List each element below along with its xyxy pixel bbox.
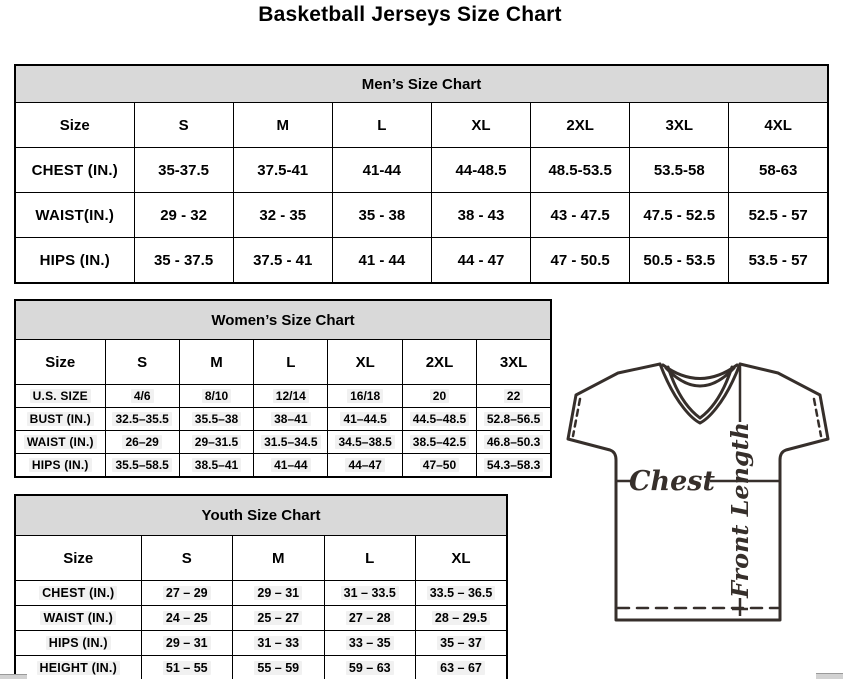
table-row [15,631,507,656]
value-cell: 38 - 43 [431,193,530,238]
mens-header-row [15,103,828,148]
chest-measure [616,466,780,497]
value-cell [328,454,402,478]
value-cell [416,606,508,631]
value-cell [477,431,551,454]
cell-text: 38–41 [271,412,310,426]
cell-text: 32.5–35.5 [112,412,171,426]
table-row [15,238,828,284]
cell-text: 51 – 55 [163,661,211,675]
value-cell [328,385,402,408]
cell-text: 29 – 31 [254,586,302,600]
value-cell [233,631,325,656]
value-cell: 44-48.5 [431,148,530,193]
value-cell [254,431,328,454]
cell-text: BUST (IN.) [27,412,94,426]
value-cell: 47.5 - 52.5 [630,193,729,238]
value-cell [416,656,508,679]
value-cell: 44 - 47 [431,238,530,284]
cell-text: 33 – 35 [346,636,394,650]
row-label: HIPS (IN.) [15,238,134,284]
table-row [15,606,507,631]
value-cell: 35-37.5 [134,148,233,193]
col-header: 3XL [630,103,729,148]
cell-text: WAIST (IN.) [24,435,97,449]
value-cell [179,431,253,454]
cell-text: 29 – 31 [163,636,211,650]
youth-header-row [15,536,507,581]
cell-text: 29–31.5 [192,435,241,449]
value-cell [105,454,179,478]
value-cell: 41 - 44 [332,238,431,284]
table-row [15,193,828,238]
col-header: L [324,536,416,581]
womens-size-table [14,299,552,478]
mens-size-table [14,64,829,284]
col-header: S [141,536,233,581]
cell-text: 31 – 33.5 [341,586,399,600]
page-title: Basketball Jerseys Size Chart [258,3,562,26]
cell-text: 33.5 – 36.5 [427,586,496,600]
cell-text: HIPS (IN.) [46,636,111,650]
value-cell [179,408,253,431]
mens-table-title: Men’s Size Chart [15,65,828,103]
row-label [15,631,141,656]
row-label [15,385,105,408]
value-cell [179,454,253,478]
value-cell [324,606,416,631]
cell-text: 20 [430,389,449,403]
cell-text: HIPS (IN.) [29,458,92,472]
value-cell: 47 - 50.5 [531,238,630,284]
cell-text: 55 – 59 [254,661,302,675]
cell-text: 25 – 27 [254,611,302,625]
col-header: S [134,103,233,148]
value-cell: 58-63 [729,148,828,193]
value-cell [105,385,179,408]
row-label [15,408,105,431]
col-header: Size [15,536,141,581]
col-header: 2XL [402,340,476,385]
cell-text: CHEST (IN.) [39,586,117,600]
value-cell [402,454,476,478]
cell-text: 8/10 [202,389,231,403]
cell-text: 16/18 [347,389,383,403]
value-cell: 53.5-58 [630,148,729,193]
value-cell [402,408,476,431]
row-label [15,656,141,679]
cell-text: 63 – 67 [437,661,485,675]
table-row [15,656,507,679]
cell-text: 24 – 25 [163,611,211,625]
col-header: 4XL [729,103,828,148]
row-label [15,581,141,606]
value-cell [141,656,233,679]
value-cell [105,431,179,454]
col-header: M [233,536,325,581]
col-header: XL [328,340,402,385]
value-cell: 43 - 47.5 [531,193,630,238]
value-cell [179,385,253,408]
col-header: S [105,340,179,385]
value-cell [416,581,508,606]
value-cell: 50.5 - 53.5 [630,238,729,284]
value-cell [141,581,233,606]
cell-text: 41–44.5 [340,412,389,426]
jersey-measurement-diagram [556,360,838,642]
cell-text: 35.5–38 [192,412,241,426]
table-row [15,148,828,193]
cell-text: 46.8–50.3 [484,435,543,449]
scrollbar-fragment-left[interactable] [0,674,27,679]
value-cell [141,631,233,656]
value-cell [324,581,416,606]
womens-table-title: Women’s Size Chart [15,300,551,340]
value-cell [328,408,402,431]
youth-size-table [14,494,508,679]
value-cell: 35 - 38 [332,193,431,238]
cell-text: 44–47 [345,458,384,472]
col-header: M [233,103,332,148]
cell-text: WAIST (IN.) [40,611,116,625]
cell-text: 31 – 33 [254,636,302,650]
cell-text: 34.5–38.5 [335,435,394,449]
cell-text: 47–50 [420,458,459,472]
cell-text: 38.5–41 [192,458,241,472]
cell-text: HEIGHT (IN.) [37,661,120,675]
value-cell [254,454,328,478]
value-cell [254,385,328,408]
cell-text: 41–44 [271,458,310,472]
table-row [15,581,507,606]
cell-text: 26–29 [122,435,161,449]
chest-label: Chest [629,466,715,497]
value-cell: 29 - 32 [134,193,233,238]
row-label: CHEST (IN.) [15,148,134,193]
value-cell [254,408,328,431]
col-header: Size [15,340,105,385]
cell-text: 59 – 63 [346,661,394,675]
value-cell: 37.5-41 [233,148,332,193]
value-cell [105,408,179,431]
cell-text: 27 – 29 [163,586,211,600]
value-cell: 48.5-53.5 [531,148,630,193]
cell-text: U.S. SIZE [30,389,91,403]
cell-text: 4/6 [131,389,154,403]
row-label [15,606,141,631]
row-label: WAIST(IN.) [15,193,134,238]
cell-text: 31.5–34.5 [261,435,320,449]
youth-table-title: Youth Size Chart [15,495,507,536]
value-cell: 32 - 35 [233,193,332,238]
value-cell [233,656,325,679]
cell-text: 22 [504,389,523,403]
cell-text: 44.5–48.5 [410,412,469,426]
cell-text: 27 – 28 [346,611,394,625]
table-row [15,385,551,408]
col-header: 2XL [531,103,630,148]
value-cell [141,606,233,631]
row-label [15,431,105,454]
value-cell [416,631,508,656]
cell-text: 12/14 [273,389,309,403]
value-cell [477,408,551,431]
col-header: L [332,103,431,148]
cell-text: 54.3–58.3 [484,458,543,472]
value-cell [402,431,476,454]
col-header: XL [431,103,530,148]
value-cell [324,656,416,679]
value-cell: 41-44 [332,148,431,193]
cell-text: 35 – 37 [437,636,485,650]
value-cell [402,385,476,408]
value-cell: 37.5 - 41 [233,238,332,284]
value-cell [233,606,325,631]
value-cell: 52.5 - 57 [729,193,828,238]
table-row [15,431,551,454]
front-length-measure [726,365,755,616]
scrollbar-fragment-right[interactable] [816,673,843,679]
cell-text: 28 – 29.5 [432,611,490,625]
table-row [15,408,551,431]
cell-text: 52.8–56.5 [484,412,543,426]
col-header: Size [15,103,134,148]
value-cell [233,581,325,606]
cell-text: 35.5–58.5 [112,458,171,472]
cell-text: 38.5–42.5 [410,435,469,449]
value-cell [477,454,551,478]
front-length-label: Front Length [727,428,754,598]
value-cell [324,631,416,656]
table-row [15,454,551,478]
value-cell [477,385,551,408]
womens-header-row [15,340,551,385]
value-cell [328,431,402,454]
value-cell: 53.5 - 57 [729,238,828,284]
value-cell: 35 - 37.5 [134,238,233,284]
col-header: XL [416,536,508,581]
col-header: L [254,340,328,385]
row-label [15,454,105,478]
col-header: M [179,340,253,385]
col-header: 3XL [477,340,551,385]
